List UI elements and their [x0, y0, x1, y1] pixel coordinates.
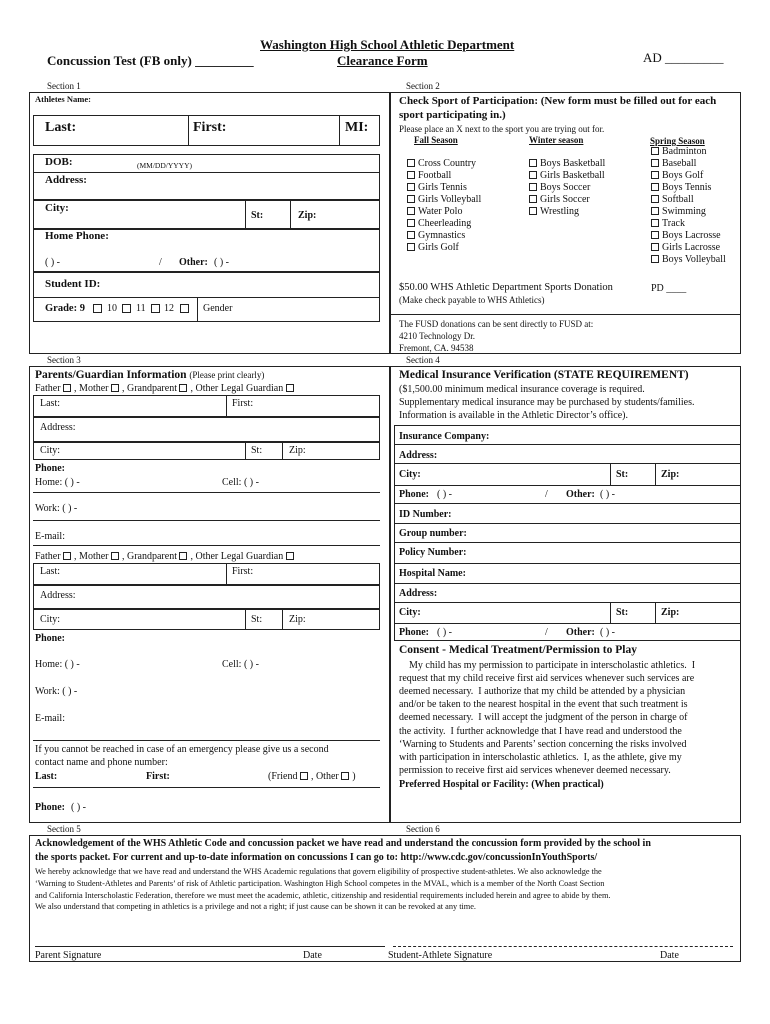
father-checkbox[interactable] — [63, 552, 71, 560]
group-number-field[interactable]: Group number: — [399, 528, 467, 539]
sport-checkbox[interactable] — [529, 195, 537, 203]
guardian1-phone-label: Phone: — [35, 463, 65, 474]
sport-checkbox[interactable] — [651, 231, 659, 239]
phone-slash: / — [159, 257, 162, 268]
athletes-name-heading: Athletes Name: — [35, 94, 91, 104]
sport-checkbox[interactable] — [651, 183, 659, 191]
spring-season-label: Spring Season — [650, 136, 705, 146]
hospital-phone-field[interactable]: ( ) - — [437, 627, 452, 638]
insurance-company-field[interactable]: Insurance Company: — [399, 431, 490, 442]
winter-sport-item[interactable] — [529, 194, 590, 205]
guardian1-email[interactable]: E-mail: — [35, 531, 65, 542]
sport-checkbox[interactable] — [407, 171, 415, 179]
sport-checkbox[interactable] — [529, 207, 537, 215]
winter-sport-item[interactable] — [529, 206, 579, 217]
guardian1-city-field[interactable]: City: — [40, 445, 61, 456]
fall-sport-item[interactable] — [407, 206, 462, 217]
guardian1-zip-field[interactable]: Zip: — [289, 445, 306, 456]
grade-11-checkbox[interactable] — [151, 304, 160, 313]
print-clearly-note: (Please print clearly) — [189, 370, 265, 380]
sport-label: Boys Tennis — [662, 182, 712, 193]
emergency-first-field[interactable]: First: — [146, 771, 170, 782]
sport-label: Boys Lacrosse — [662, 230, 721, 241]
emergency-last-field[interactable]: Last: — [35, 771, 58, 782]
sport-checkbox[interactable] — [529, 183, 537, 191]
grade-12-label: 12 — [164, 303, 174, 314]
guardian2-relation-row — [35, 551, 297, 562]
hospital-city-field[interactable]: City: — [399, 607, 421, 618]
consent-line: request that my child receive first aid services whenever such services are — [399, 673, 695, 685]
guardian1-relation-row — [35, 383, 297, 394]
winter-season-label: Winter season — [529, 135, 584, 145]
sport-label: Wrestling — [540, 206, 580, 217]
grade-12-checkbox[interactable] — [180, 304, 189, 313]
zip-field[interactable]: Zip: — [298, 210, 317, 221]
guardian1-name-row — [33, 395, 380, 417]
consent-line: with participation in interscholastic athletics. I, as the athlete, give my — [399, 751, 682, 763]
other-relation-label: , Other — [310, 771, 339, 782]
guardian2-name-row — [33, 563, 380, 585]
sport-label: Softball — [662, 194, 694, 205]
guardian1-cell-phone[interactable]: Cell: ( ) - — [222, 477, 259, 488]
guardian1-address-field[interactable]: Address: — [40, 422, 76, 433]
last-name-field[interactable]: Last: — [45, 120, 77, 135]
sport-label: Badminton — [662, 146, 707, 157]
mother-checkbox[interactable] — [111, 384, 119, 392]
insurance-zip-field[interactable]: Zip: — [661, 469, 680, 480]
spring-sport-item[interactable] — [651, 182, 711, 193]
legal-guardian-checkbox[interactable] — [286, 552, 294, 560]
grandparent-checkbox[interactable] — [179, 552, 187, 560]
parent-date-label: Date — [303, 950, 322, 961]
grade-10-checkbox[interactable] — [122, 304, 131, 313]
guardian2-state-field[interactable]: St: — [251, 614, 263, 625]
section-6-label: Section 6 — [406, 824, 440, 834]
student-signature-label: Student-Athlete Signature — [388, 950, 493, 961]
state-field[interactable]: St: — [251, 210, 264, 221]
consent-line: My child has my permission to participate in interscholastic athletics. I — [399, 660, 696, 671]
spring-sport-item[interactable] — [651, 206, 706, 217]
emergency-phone-field[interactable]: ( ) - — [71, 802, 86, 813]
fusd-address-line2: Fremont, CA. 94538 — [399, 343, 474, 353]
consent-line: permission to receive first aid services whenever deemed necessary. — [399, 764, 671, 776]
check-payable-text: (Make check payable to WHS Athletics) — [399, 295, 545, 305]
concussion-test-field[interactable]: Concussion Test (FB only) _________ — [47, 53, 254, 68]
winter-sport-item[interactable] — [529, 170, 605, 181]
insurance-city-field[interactable]: City: — [399, 469, 421, 480]
sport-label: Boys Golf — [662, 170, 704, 181]
insurance-note-line1: ($1,500.00 minimum medical insurance coverage is required. — [399, 384, 645, 395]
insurance-state-field[interactable]: St: — [616, 469, 629, 480]
sport-checkbox[interactable] — [407, 195, 415, 203]
section-3-label: Section 3 — [47, 355, 81, 365]
donation-text: $50.00 WHS Athletic Department Sports Donation — [399, 282, 613, 293]
sport-label: Girls Volleyball — [418, 194, 482, 205]
grade-10-label: 10 — [107, 303, 117, 314]
sport-checkbox[interactable] — [529, 159, 537, 167]
friend-checkbox[interactable] — [300, 772, 308, 780]
consent-line: the activity. I further acknowledge that I have read and understood the — [399, 725, 682, 737]
ack-line: We hereby acknowledge that we have read and understand the WHS Academic regulations that govern eligibility of prospective student-athletes. We also acknowledge the — [35, 867, 602, 876]
school-title: Washington High School Athletic Department — [260, 37, 515, 52]
legal-guardian-label: , Other Legal Guardian — [190, 551, 284, 562]
section-5-label: Section 5 — [47, 824, 81, 834]
city-row — [33, 200, 380, 229]
guardian2-address-field[interactable]: Address: — [40, 590, 76, 601]
section-2-label: Section 2 — [406, 81, 440, 91]
insurance-other-label: Other: — [566, 489, 595, 500]
hospital-phone-slash: / — [545, 627, 548, 638]
mother-label: , Mother — [74, 383, 109, 394]
spring-sport-item[interactable] — [651, 194, 694, 205]
insurance-other-field[interactable]: ( ) - — [600, 489, 615, 500]
guardian-heading: Parents/Guardian Information — [35, 369, 187, 381]
guardian2-phone-label: Phone: — [35, 633, 65, 644]
sport-label: Baseball — [662, 158, 697, 169]
insurance-id-field[interactable]: ID Number: — [399, 509, 452, 520]
hospital-other-label: Other: — [566, 627, 595, 638]
sport-checkbox[interactable] — [651, 195, 659, 203]
guardian1-city-row — [33, 442, 380, 460]
student-date-label: Date — [660, 950, 679, 961]
consent-heading: Consent - Medical Treatment/Permission to Play — [399, 644, 637, 656]
guardian2-last-field[interactable]: Last: — [40, 566, 60, 577]
gender-field[interactable]: Gender — [203, 303, 233, 314]
fusd-text: The FUSD donations can be sent directly to FUSD at: — [399, 319, 594, 329]
sport-checkbox[interactable] — [651, 159, 659, 167]
guardian2-home-phone[interactable]: Home: ( ) - — [35, 659, 80, 670]
grandparent-label: , Grandparent — [122, 383, 177, 394]
friend-label: (Friend — [268, 771, 298, 782]
ack-heading-line2: the sports packet. For current and up-to-date information on concussions I can go to: http://www.cdc.gov/concussionInYouthSports/ — [35, 852, 598, 863]
dob-field[interactable]: DOB: — [45, 156, 73, 168]
sport-label: Swimming — [662, 206, 706, 217]
ack-line: ‘Warning to Student-Athletes and Parents’ of risk of Athletic participation. Washington High School competes in the MVAL, which is a member of the North Coast Section — [35, 878, 605, 888]
fusd-address-line1: 4210 Technology Dr. — [399, 331, 475, 341]
consent-line: deemed necessary. I authorize that my child be attended by a physician — [399, 686, 686, 698]
parent-signature-label: Parent Signature — [35, 950, 102, 961]
hospital-address-field[interactable]: Address: — [399, 588, 438, 599]
hospital-other-field[interactable]: ( ) - — [600, 627, 615, 638]
dob-format: (MM/DD/YYYY) — [137, 161, 192, 170]
sport-label: Gymnastics — [418, 230, 466, 241]
city-field[interactable]: City: — [45, 202, 69, 214]
guardian2-city-field[interactable]: City: — [40, 614, 61, 625]
sport-checkbox[interactable] — [651, 147, 659, 155]
first-name-field[interactable]: First: — [193, 120, 227, 135]
insurance-phone-slash: / — [545, 489, 548, 500]
sport-label: Football — [418, 170, 452, 181]
spring-sport-item[interactable] — [651, 230, 721, 241]
sport-label: Girls Soccer — [540, 194, 590, 205]
sport-checkbox[interactable] — [407, 159, 415, 167]
ack-heading-line1: Acknowledgement of the WHS Athletic Code and concussion packet we have read and understand the concussion form provided by the school in — [35, 838, 651, 849]
ack-line: and California Interscholastic Federation, therefore we must meet the academic, athletic, citizenship and residential requirements included herein and agree to abide by them. — [35, 890, 611, 900]
guardian1-first-field[interactable]: First: — [232, 398, 254, 409]
sport-label: Boys Basketball — [540, 158, 606, 169]
guardian1-work-phone[interactable]: Work: ( ) - — [35, 503, 78, 514]
emergency-text-line1: If you cannot be reached in case of an emergency please give us a second — [35, 744, 329, 755]
student-signature-line[interactable] — [393, 946, 733, 947]
grandparent-checkbox[interactable] — [179, 384, 187, 392]
grade-11-label: 11 — [136, 303, 146, 314]
spring-sport-item[interactable] — [651, 242, 720, 253]
fall-sport-item[interactable] — [407, 218, 471, 229]
sport-label: Boys Soccer — [540, 182, 591, 193]
winter-sport-item[interactable] — [529, 182, 590, 193]
sport-checkbox[interactable] — [651, 171, 659, 179]
section-4-label: Section 4 — [406, 355, 440, 365]
guardian1-address-row — [33, 417, 380, 442]
insurance-phone-field[interactable]: ( ) - — [437, 489, 452, 500]
sport-checkbox[interactable] — [651, 255, 659, 263]
other-phone-label: Other: — [179, 257, 208, 268]
sport-label: Cross Country — [418, 158, 477, 169]
fall-sport-item[interactable] — [407, 158, 476, 169]
father-checkbox[interactable] — [63, 384, 71, 392]
sport-checkbox[interactable] — [651, 207, 659, 215]
guardian1-home-phone[interactable]: Home: ( ) - — [35, 477, 80, 488]
guardian-heading-row — [35, 369, 264, 381]
insurance-heading: Medical Insurance Verification (STATE REQUIREMENT) — [399, 369, 689, 381]
guardian1-state-field[interactable]: St: — [251, 445, 263, 456]
hospital-state-field[interactable]: St: — [616, 607, 629, 618]
sport-checkbox[interactable] — [407, 231, 415, 239]
policy-number-field[interactable]: Policy Number: — [399, 547, 467, 558]
emergency-text-line2: contact name and phone number: — [35, 757, 168, 768]
home-phone-field[interactable]: ( ) - — [45, 257, 60, 268]
sports-instruction: Please place an X next to the sport you are trying out for. — [399, 124, 605, 134]
sport-checkbox[interactable] — [407, 183, 415, 191]
insurance-address-field[interactable]: Address: — [399, 450, 438, 461]
address-field[interactable]: Address: — [45, 174, 87, 186]
sport-label: Boys Volleyball — [662, 254, 726, 265]
insurance-note-line2: Supplementary medical insurance may be purchased by students/families. — [399, 397, 695, 408]
guardian2-zip-field[interactable]: Zip: — [289, 614, 306, 625]
spring-sport-item[interactable] — [651, 170, 703, 181]
sport-checkbox[interactable] — [651, 243, 659, 251]
insurance-phone-label: Phone: — [399, 489, 429, 500]
guardian2-cell-phone[interactable]: Cell: ( ) - — [222, 659, 259, 670]
relation-close-paren: ) — [352, 771, 356, 782]
consent-line: deemed necessary. I will accept the judgment of the person in charge of — [399, 712, 688, 724]
fall-sport-item[interactable] — [407, 242, 459, 253]
mi-field[interactable]: MI: — [345, 120, 369, 135]
grade-9-checkbox[interactable] — [93, 304, 102, 313]
guardian2-email[interactable]: E-mail: — [35, 713, 65, 724]
sport-label: Water Polo — [418, 206, 463, 217]
sport-checkbox[interactable] — [651, 219, 659, 227]
emergency-phone-label: Phone: — [35, 802, 65, 813]
guardian2-first-field[interactable]: First: — [232, 566, 254, 577]
guardian2-city-row — [33, 609, 380, 630]
fall-sport-item[interactable] — [407, 194, 481, 205]
section-1-label: Section 1 — [47, 81, 81, 91]
guardian2-work-phone[interactable]: Work: ( ) - — [35, 686, 78, 697]
spring-sport-item[interactable] — [651, 158, 696, 169]
mother-label: , Mother — [74, 551, 109, 562]
insurance-note-line3: Information is available in the Athletic Director’s office). — [399, 410, 628, 421]
sport-label: Girls Golf — [418, 242, 459, 253]
sport-label: Girls Lacrosse — [662, 242, 721, 253]
hospital-zip-field[interactable]: Zip: — [661, 607, 680, 618]
sport-checkbox[interactable] — [407, 243, 415, 251]
hospital-phone-label: Phone: — [399, 627, 429, 638]
fall-sport-item[interactable] — [407, 170, 451, 181]
spring-sport-item[interactable] — [651, 146, 706, 157]
fall-sport-item[interactable] — [407, 230, 465, 241]
sport-checkbox[interactable] — [529, 171, 537, 179]
sport-checkbox[interactable] — [407, 219, 415, 227]
winter-sport-item[interactable] — [529, 158, 605, 169]
form-title: Clearance Form — [337, 53, 428, 68]
grade-label: Grade: 9 — [45, 303, 85, 314]
father-label: Father — [35, 551, 61, 562]
student-id-field[interactable]: Student ID: — [45, 278, 101, 290]
parent-signature-line[interactable] — [35, 946, 385, 947]
ack-line: We also understand that competing in athletics is a privilege and not a right; if just cause can be shown it can be revoked at any time. — [35, 902, 477, 912]
legal-guardian-label: , Other Legal Guardian — [190, 383, 284, 394]
sport-label: Track — [662, 218, 685, 229]
mother-checkbox[interactable] — [111, 552, 119, 560]
spring-sport-item[interactable] — [651, 254, 726, 265]
sport-label: Cheerleading — [418, 218, 472, 229]
sport-checkbox[interactable] — [407, 207, 415, 215]
spring-sport-item[interactable] — [651, 218, 685, 229]
sports-heading: Check Sport of Participation: (New form must be filled out for each sport participating in.) — [399, 95, 717, 121]
ad-field[interactable]: AD _________ — [643, 50, 724, 65]
consent-line: and/or be taken to the nearest hospital in the event that such treatment is — [399, 699, 688, 711]
legal-guardian-checkbox[interactable] — [286, 384, 294, 392]
fall-season-label: Fall Season — [414, 135, 458, 145]
sport-label: Girls Tennis — [418, 182, 467, 193]
other-phone-field[interactable]: ( ) - — [214, 257, 229, 268]
pd-field[interactable]: PD ____ — [651, 283, 687, 294]
emergency-relation-row — [268, 771, 356, 782]
father-label: Father — [35, 383, 61, 394]
guardian1-last-field[interactable]: Last: — [40, 398, 60, 409]
home-phone-label: Home Phone: — [45, 230, 109, 242]
consent-line: ‘Warning to Students and Parents’ section concerning the risks involved — [399, 738, 687, 750]
hospital-name-field[interactable]: Hospital Name: — [399, 568, 466, 579]
guardian2-address-row — [33, 585, 380, 609]
grandparent-label: , Grandparent — [122, 551, 177, 562]
preferred-hospital-field[interactable]: Preferred Hospital or Facility: (When practical) — [399, 779, 604, 790]
sport-label: Girls Basketball — [540, 170, 605, 181]
other-relation-checkbox[interactable] — [341, 772, 349, 780]
fall-sport-item[interactable] — [407, 182, 467, 193]
